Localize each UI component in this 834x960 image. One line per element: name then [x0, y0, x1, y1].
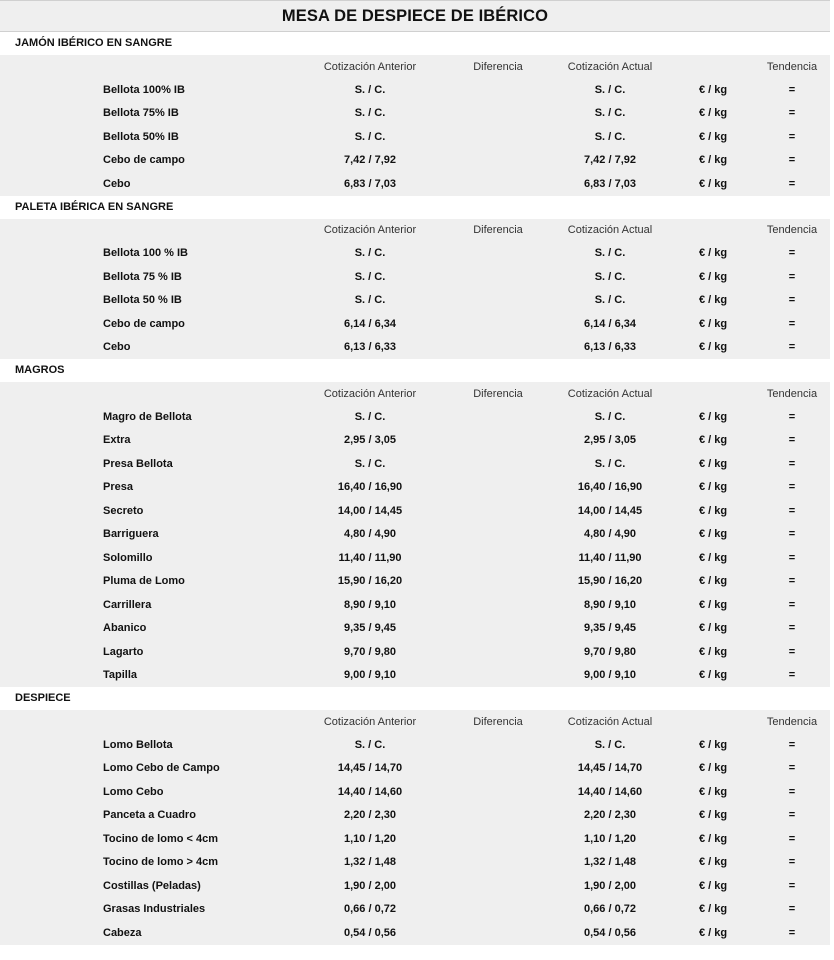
table-row — [0, 523, 830, 547]
price-difference — [458, 476, 538, 500]
previous-price: 1,10 / 1,20 — [344, 832, 396, 845]
section-title: DESPIECE — [0, 687, 830, 710]
current-price: S. / C. — [594, 410, 626, 423]
price-difference — [458, 898, 538, 922]
current-price: 11,40 / 11,90 — [578, 551, 642, 564]
header-previous-price: Cotización Anterior — [323, 387, 417, 400]
trend-indicator: = — [788, 154, 796, 167]
current-price: 1,32 / 1,48 — [584, 856, 636, 869]
price-unit: € / kg — [698, 762, 728, 775]
trend-indicator: = — [788, 107, 796, 120]
previous-price: 1,32 / 1,48 — [344, 856, 396, 869]
price-difference — [458, 405, 538, 429]
current-price: 2,20 / 2,30 — [584, 809, 636, 822]
previous-price: 2,95 / 3,05 — [344, 434, 396, 447]
previous-price: 8,90 / 9,10 — [344, 598, 396, 611]
price-difference — [458, 874, 538, 898]
price-unit: € / kg — [698, 154, 728, 167]
price-difference — [458, 921, 538, 945]
trend-indicator: = — [788, 551, 796, 564]
trend-indicator: = — [788, 645, 796, 658]
table-row — [0, 617, 830, 641]
previous-price: 6,83 / 7,03 — [344, 177, 396, 190]
page-title: MESA DE DESPIECE DE IBÉRICO — [281, 6, 549, 25]
table-row — [0, 149, 830, 173]
section-body — [0, 710, 830, 945]
trend-indicator: = — [788, 856, 796, 869]
previous-price: 7,42 / 7,92 — [344, 154, 396, 167]
header-current-price: Cotización Actual — [567, 387, 653, 400]
product-name: Barriguera — [103, 528, 159, 541]
product-name: Presa Bellota — [103, 457, 173, 470]
product-name: Lomo Cebo — [103, 785, 164, 798]
price-unit: € / kg — [698, 434, 728, 447]
current-price: 14,40 / 14,60 — [577, 785, 643, 798]
product-name: Bellota 100 % IB — [103, 247, 188, 260]
table-row — [0, 242, 830, 266]
header-difference: Diferencia — [473, 60, 523, 73]
previous-price: S. / C. — [354, 83, 386, 96]
header-current-price: Cotización Actual — [567, 60, 653, 73]
product-name: Tocino de lomo > 4cm — [103, 856, 219, 869]
header-previous-price: Cotización Anterior — [323, 224, 417, 236]
table-row — [0, 499, 830, 523]
table-row — [0, 757, 830, 781]
current-price: S. / C. — [594, 457, 626, 470]
price-difference — [458, 827, 538, 851]
price-difference — [458, 593, 538, 617]
price-unit: € / kg — [698, 410, 728, 423]
product-name: Extra — [103, 434, 131, 447]
price-unit: € / kg — [698, 270, 728, 283]
trend-indicator: = — [788, 341, 796, 354]
price-unit: € / kg — [698, 645, 728, 658]
current-price: S. / C. — [594, 247, 626, 260]
price-unit: € / kg — [698, 598, 728, 611]
price-difference — [458, 570, 538, 594]
header-trend: Tendencia — [766, 387, 818, 400]
current-price: 8,90 / 9,10 — [584, 598, 636, 611]
price-section — [0, 687, 830, 945]
table-row — [0, 827, 830, 851]
section-body — [0, 382, 830, 687]
table-row — [0, 265, 830, 289]
current-price: 9,35 / 9,45 — [584, 622, 636, 635]
header-current-price: Cotización Actual — [567, 715, 653, 728]
product-name: Tapilla — [103, 669, 138, 682]
product-name: Bellota 50 % IB — [103, 294, 182, 307]
product-name: Abanico — [103, 622, 147, 635]
previous-price: 0,66 / 0,72 — [344, 903, 396, 916]
previous-price: S. / C. — [354, 270, 386, 283]
current-price: 1,10 / 1,20 — [584, 832, 636, 845]
previous-price: 0,54 / 0,56 — [344, 926, 396, 939]
sections-container — [0, 32, 830, 945]
trend-indicator: = — [788, 926, 796, 939]
trend-indicator: = — [788, 270, 796, 283]
price-difference — [458, 312, 538, 336]
product-name: Cebo de campo — [103, 154, 185, 167]
product-name: Bellota 100% IB — [103, 83, 185, 96]
product-name: Cebo de campo — [103, 317, 185, 330]
price-difference — [458, 172, 538, 196]
table-row — [0, 312, 830, 336]
price-difference — [458, 804, 538, 828]
product-name: Tocino de lomo < 4cm — [103, 832, 219, 845]
trend-indicator: = — [788, 528, 796, 541]
previous-price: S. / C. — [354, 738, 386, 751]
price-unit: € / kg — [698, 130, 728, 143]
section-title: PALETA IBÉRICA EN SANGRE — [0, 196, 830, 219]
previous-price: 9,35 / 9,45 — [344, 622, 396, 635]
price-difference — [458, 125, 538, 149]
table-row — [0, 874, 830, 898]
current-price: S. / C. — [594, 270, 626, 283]
price-unit: € / kg — [698, 738, 728, 751]
trend-indicator: = — [788, 622, 796, 635]
table-row — [0, 593, 830, 617]
price-unit: € / kg — [698, 575, 728, 588]
trend-indicator: = — [788, 83, 796, 96]
previous-price: 11,40 / 11,90 — [338, 551, 402, 564]
current-price: 16,40 / 16,90 — [577, 481, 643, 494]
column-header-row — [0, 55, 830, 78]
trend-indicator: = — [788, 504, 796, 517]
price-difference — [458, 289, 538, 313]
product-name: Magro de Bellota — [103, 410, 192, 423]
price-unit: € / kg — [698, 107, 728, 120]
table-row — [0, 570, 830, 594]
price-difference — [458, 851, 538, 875]
price-unit: € / kg — [698, 294, 728, 307]
product-name: Secreto — [103, 504, 144, 517]
price-unit: € / kg — [698, 809, 728, 822]
price-unit: € / kg — [698, 504, 728, 517]
product-name: Lomo Cebo de Campo — [103, 762, 220, 775]
header-difference: Diferencia — [473, 224, 523, 236]
current-price: S. / C. — [594, 107, 626, 120]
price-unit: € / kg — [698, 856, 728, 869]
header-trend: Tendencia — [766, 715, 818, 728]
trend-indicator: = — [788, 832, 796, 845]
previous-price: 4,80 / 4,90 — [344, 528, 396, 541]
price-section — [0, 32, 830, 196]
price-difference — [458, 523, 538, 547]
product-name: Bellota 75% IB — [103, 107, 179, 120]
trend-indicator: = — [788, 669, 796, 682]
product-name: Pluma de Lomo — [103, 575, 185, 588]
previous-price: S. / C. — [354, 410, 386, 423]
table-row — [0, 78, 830, 102]
table-row — [0, 546, 830, 570]
current-price: 9,70 / 9,80 — [584, 645, 636, 658]
trend-indicator: = — [788, 762, 796, 775]
trend-indicator: = — [788, 903, 796, 916]
table-row — [0, 664, 830, 688]
price-difference — [458, 546, 538, 570]
product-name: Bellota 50% IB — [103, 130, 179, 143]
price-difference — [458, 102, 538, 126]
section-title: MAGROS — [0, 359, 830, 382]
current-price: 14,45 / 14,70 — [577, 762, 643, 775]
current-price: 14,00 / 14,45 — [577, 504, 643, 517]
trend-indicator: = — [788, 738, 796, 751]
price-unit: € / kg — [698, 551, 728, 564]
table-row — [0, 898, 830, 922]
table-row — [0, 405, 830, 429]
trend-indicator: = — [788, 481, 796, 494]
price-unit: € / kg — [698, 83, 728, 96]
trend-indicator: = — [788, 294, 796, 307]
price-difference — [458, 452, 538, 476]
previous-price: S. / C. — [354, 107, 386, 120]
table-row — [0, 640, 830, 664]
product-name: Lagarto — [103, 645, 144, 658]
price-unit: € / kg — [698, 457, 728, 470]
current-price: 2,95 / 3,05 — [584, 434, 636, 447]
price-unit: € / kg — [698, 247, 728, 260]
previous-price: 6,14 / 6,34 — [344, 317, 396, 330]
previous-price: 6,13 / 6,33 — [344, 341, 396, 354]
price-unit: € / kg — [698, 903, 728, 916]
column-header-row — [0, 710, 830, 733]
product-name: Cebo — [103, 341, 131, 354]
previous-price: 9,70 / 9,80 — [344, 645, 396, 658]
current-price: 9,00 / 9,10 — [584, 669, 636, 682]
previous-price: S. / C. — [354, 294, 386, 307]
price-unit: € / kg — [698, 177, 728, 190]
product-name: Panceta a Cuadro — [103, 809, 196, 822]
section-body — [0, 55, 830, 196]
table-row — [0, 336, 830, 360]
current-price: 0,54 / 0,56 — [584, 926, 636, 939]
table-row — [0, 476, 830, 500]
table-row — [0, 804, 830, 828]
trend-indicator: = — [788, 575, 796, 588]
product-name: Solomillo — [103, 551, 153, 564]
current-price: 4,80 / 4,90 — [584, 528, 636, 541]
price-unit: € / kg — [698, 879, 728, 892]
price-difference — [458, 336, 538, 360]
product-name: Cabeza — [103, 926, 142, 939]
trend-indicator: = — [788, 130, 796, 143]
current-price: S. / C. — [594, 130, 626, 143]
table-row — [0, 780, 830, 804]
previous-price: 14,00 / 14,45 — [337, 504, 403, 517]
header-trend: Tendencia — [766, 60, 818, 73]
table-row — [0, 102, 830, 126]
product-name: Costillas (Peladas) — [103, 879, 201, 892]
current-price: 7,42 / 7,92 — [584, 154, 636, 167]
price-unit: € / kg — [698, 622, 728, 635]
product-name: Cebo — [103, 177, 131, 190]
product-name: Presa — [103, 481, 133, 494]
price-difference — [458, 78, 538, 102]
trend-indicator: = — [788, 785, 796, 798]
price-unit: € / kg — [698, 832, 728, 845]
product-name: Carrillera — [103, 598, 152, 611]
trend-indicator: = — [788, 177, 796, 190]
table-row — [0, 429, 830, 453]
trend-indicator: = — [788, 457, 796, 470]
previous-price: 2,20 / 2,30 — [344, 809, 396, 822]
price-difference — [458, 664, 538, 688]
previous-price: 9,00 / 9,10 — [344, 669, 396, 682]
previous-price: 16,40 / 16,90 — [337, 481, 403, 494]
table-row — [0, 851, 830, 875]
price-difference — [458, 149, 538, 173]
column-header-row — [0, 219, 830, 242]
current-price: 6,14 / 6,34 — [584, 317, 636, 330]
current-price: S. / C. — [594, 738, 626, 751]
header-previous-price: Cotización Anterior — [323, 715, 417, 728]
price-difference — [458, 429, 538, 453]
header-previous-price: Cotización Anterior — [323, 60, 417, 73]
table-row — [0, 289, 830, 313]
trend-indicator: = — [788, 317, 796, 330]
current-price: 15,90 / 16,20 — [577, 575, 643, 588]
section-body — [0, 219, 830, 360]
trend-indicator: = — [788, 247, 796, 260]
price-unit: € / kg — [698, 528, 728, 541]
price-unit: € / kg — [698, 785, 728, 798]
table-row — [0, 172, 830, 196]
price-section — [0, 359, 830, 687]
column-header-row — [0, 382, 830, 405]
price-difference — [458, 733, 538, 757]
header-current-price: Cotización Actual — [567, 224, 653, 236]
table-row — [0, 733, 830, 757]
trend-indicator: = — [788, 879, 796, 892]
price-difference — [458, 780, 538, 804]
price-unit: € / kg — [698, 317, 728, 330]
title-bar — [0, 0, 830, 32]
previous-price: 14,45 / 14,70 — [337, 762, 403, 775]
header-trend: Tendencia — [766, 224, 818, 236]
previous-price: S. / C. — [354, 247, 386, 260]
previous-price: 1,90 / 2,00 — [344, 879, 396, 892]
price-unit: € / kg — [698, 669, 728, 682]
price-difference — [458, 617, 538, 641]
trend-indicator: = — [788, 410, 796, 423]
previous-price: S. / C. — [354, 457, 386, 470]
section-title: JAMÓN IBÉRICO EN SANGRE — [0, 32, 830, 55]
price-unit: € / kg — [698, 926, 728, 939]
trend-indicator: = — [788, 434, 796, 447]
current-price: S. / C. — [594, 294, 626, 307]
product-name: Bellota 75 % IB — [103, 270, 182, 283]
table-row — [0, 125, 830, 149]
table-row — [0, 921, 830, 945]
previous-price: 15,90 / 16,20 — [337, 575, 403, 588]
current-price: 0,66 / 0,72 — [584, 903, 636, 916]
price-section — [0, 196, 830, 360]
trend-indicator: = — [788, 598, 796, 611]
header-difference: Diferencia — [473, 715, 523, 728]
price-difference — [458, 242, 538, 266]
price-difference — [458, 499, 538, 523]
previous-price: 14,40 / 14,60 — [337, 785, 403, 798]
price-difference — [458, 757, 538, 781]
current-price: 1,90 / 2,00 — [584, 879, 636, 892]
product-name: Grasas Industriales — [103, 903, 206, 916]
price-unit: € / kg — [698, 481, 728, 494]
product-name: Lomo Bellota — [103, 738, 173, 751]
previous-price: S. / C. — [354, 130, 386, 143]
current-price: 6,83 / 7,03 — [584, 177, 636, 190]
trend-indicator: = — [788, 809, 796, 822]
price-difference — [458, 640, 538, 664]
table-row — [0, 452, 830, 476]
header-difference: Diferencia — [473, 387, 523, 400]
current-price: 6,13 / 6,33 — [584, 341, 636, 354]
price-difference — [458, 265, 538, 289]
price-unit: € / kg — [698, 341, 728, 354]
current-price: S. / C. — [594, 83, 626, 96]
